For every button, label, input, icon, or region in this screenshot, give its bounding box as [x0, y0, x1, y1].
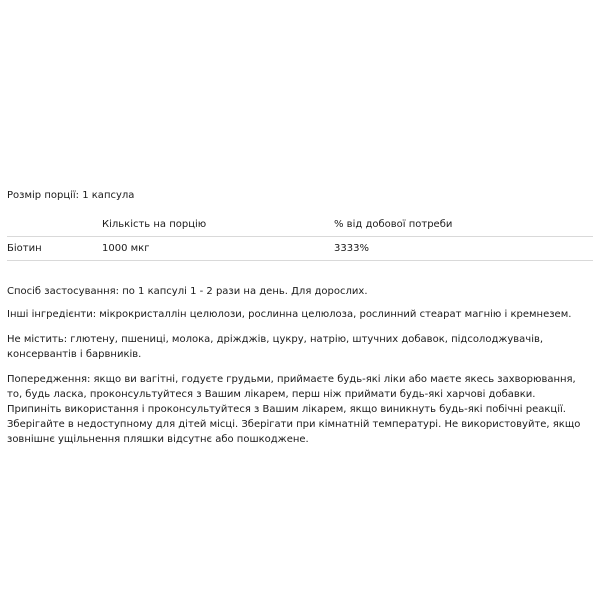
table-row — [7, 237, 593, 261]
supplement-facts — [7, 188, 593, 447]
nutrition-table — [7, 213, 593, 261]
free-from-text: Не містить: глютену, пшениці, молока, дріжджів, цукру, натрію, штучних добавок, підсолоджувачів, консервантів і барвників. — [7, 334, 544, 360]
header-name — [7, 213, 102, 237]
serving-size: Розмір порції: 1 капсула — [7, 190, 135, 201]
ingredient-daily-value: 3333% — [334, 237, 593, 261]
ingredient-amount: 1000 мкг — [102, 237, 334, 261]
warnings-text: Попередження: якщо ви вагітні, годуєте грудьми, приймаєте будь-які ліки або маєте якесь захворювання, то, будь ласка, проконсультуйтеся з Вашим лікарем, перш ніж приймати будь-які харчові добавки. Припиніть використання і проконсультуйтеся з Вашим лікарем, якщо виникнуть будь-які побічні реакції. Зберігайте в недоступному для дітей місці. Зберігати при кімнатній температурі. Не використовуйте, якщо зовнішнє ущільнення пляшки відсутнє або пошкоджене. — [7, 374, 581, 445]
other-ingredients-text: Інші інгредієнти: мікрокристаллін целюлози, рослинна целюлоза, рослинний стеарат магнію і кремнезем. — [7, 309, 572, 320]
header-amount: Кількість на порцію — [102, 213, 334, 237]
header-daily-value: % від добової потреби — [334, 213, 593, 237]
ingredient-name: Біотин — [7, 237, 102, 261]
table-header-row — [7, 213, 593, 237]
usage-text: Спосіб застосування: по 1 капсулі 1 - 2 рази на день. Для дорослих. — [7, 286, 368, 297]
